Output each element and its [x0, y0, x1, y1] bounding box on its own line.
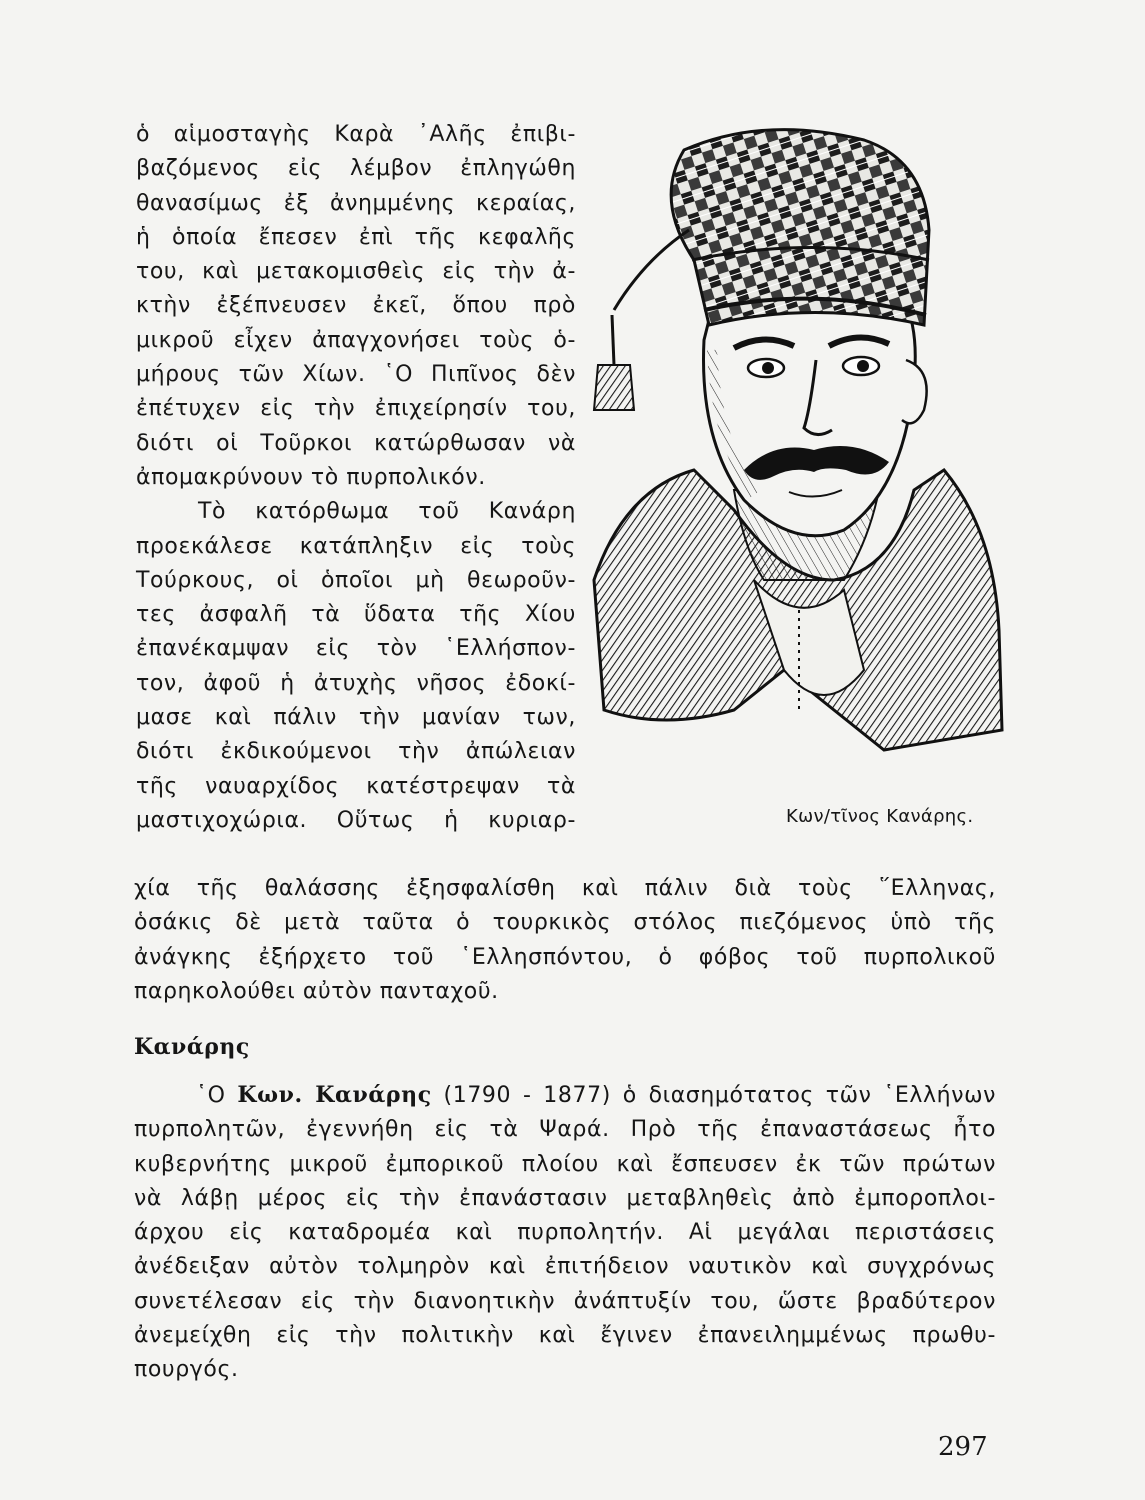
text-line: διότι οἱ Τοῦρκοι κατώρθωσαν νὰ — [136, 430, 576, 456]
text-line: διότι ἐκδικούμενοι τὴν ἀπώλειαν — [136, 739, 576, 765]
text-line: συνετέλεσαν εἰς τὴν διανοητικὴν ἀνάπτυξίν του, ὥστε βραδύτερον — [134, 1288, 996, 1314]
text-line: θανασίμως ἐξ ἀνημμένης κεραίας, — [136, 190, 576, 216]
full-width-text — [134, 872, 996, 1009]
text-line: ἡ ὁποία ἔπεσεν ἐπὶ τῆς κεφαλῆς — [136, 224, 576, 250]
text-line: τον, ἀφοῦ ἡ ἀτυχὴς νῆσος ἐδοκί- — [136, 670, 576, 696]
text-line: ἀνεμείχθη εἰς τὴν πολιτικὴν καὶ ἔγινεν ἐπανειλημμένως πρωθυ- — [134, 1323, 996, 1349]
text-line: μασε καὶ πάλιν τὴν μανίαν των, — [136, 705, 576, 731]
paragraph-start-line: Τὸ κατόρθωμα τοῦ Κανάρη — [198, 499, 576, 525]
left-column-text — [136, 118, 576, 838]
portrait-illustration — [584, 110, 1004, 800]
portrait-caption: Κων/τῖνος Κανάρης. — [786, 806, 974, 827]
text-line: πυρπολητῶν, ἐγεννήθη εἰς τὰ Ψαρά. Πρὸ τῆς ἐπαναστάσεως ἦτο — [134, 1117, 996, 1143]
text-line: ὁ αἱμοσταγὴς Καρὰ ᾿Αλῆς ἐπιβι- — [136, 122, 576, 147]
text-line: ἐπέτυχεν εἰς τὴν ἐπιχείρησίν του, — [136, 396, 576, 422]
text-line: ὁσάκις δὲ μετὰ ταῦτα ὁ τουρκικὸς στόλος πιεζόμενος ὑπὸ τῆς — [134, 910, 996, 936]
text-line: βαζόμενος εἰς λέμβον ἐπληγώθη — [136, 156, 576, 182]
article-word: ῾Ο — [196, 1083, 226, 1108]
text-line: Τούρκους, οἱ ὁποῖοι μὴ θεωροῦν- — [136, 567, 576, 593]
biography-paragraph — [134, 1078, 996, 1388]
text-line: μαστιχοχώρια. Οὕτως ἡ κυριαρ- — [136, 807, 576, 833]
text-line: ἀνέδειξαν αὐτὸν τολμηρὸν καὶ ἐπιτήδειον ναυτικὸν καὶ συγχρόνως — [134, 1254, 996, 1280]
text-line: πουργός. — [134, 1357, 239, 1383]
person-name: Κων. Κανάρης — [237, 1082, 432, 1108]
section-heading: Κανάρης — [134, 1034, 250, 1060]
text-line: χία τῆς θαλάσσης ἐξησφαλίσθη καὶ πάλιν διὰ τοὺς ῞Ελληνας, — [134, 876, 996, 901]
text-line: ἀνάγκης ἐξήρχετο τοῦ ῾Ελλησπόντου, ὁ φόβος τοῦ πυρπολικοῦ — [134, 944, 996, 970]
text-line: άρχου εἰς καταδρομέα καὶ πυρπολητήν. Αἱ μεγάλαι περιστάσεις — [134, 1220, 996, 1246]
text-line: μήρους τῶν Χίων. ῾Ο Πιπῖνος δὲν — [136, 362, 576, 388]
text-line: τῆς ναυαρχίδος κατέστρεψαν τὰ — [136, 773, 576, 799]
text-line: του, καὶ μετακομισθεὶς εἰς τὴν ἀ- — [136, 259, 576, 285]
text-line: κτὴν ἐξέπνευσεν ἐκεῖ, ὅπου πρὸ — [136, 293, 576, 319]
paragraph-start-line — [134, 1078, 996, 1113]
text-line: νὰ λάβῃ μέρος εἰς τὴν ἐπανάστασιν μεταβληθεὶς ἀπὸ ἐμποροπλοι- — [134, 1185, 996, 1211]
text-line: τες ἀσφαλῆ τὰ ὕδατα τῆς Χίου — [136, 602, 576, 628]
text-line: ἐπανέκαμψαν εἰς τὸν ῾Ελλήσπον- — [136, 636, 576, 662]
text-line: ἀπομακρύνουν τὸ πυρπολικόν. — [136, 464, 486, 490]
text-line: παρηκολούθει αὐτὸν πανταχοῦ. — [134, 978, 499, 1004]
text-line: προεκάλεσε κατάπληξιν εἰς τοὺς — [136, 533, 576, 559]
page-number: 297 — [938, 1432, 988, 1462]
text-fragment: (1790 - 1877) ὁ διασημότατος τῶν ῾Ελλήνων — [443, 1083, 996, 1108]
text-line: κυβερνήτης μικροῦ ἐμπορικοῦ πλοίου καὶ ἔσπευσεν ἐκ τῶν πρώτων — [134, 1151, 996, 1177]
text-line: μικροῦ εἶχεν ἀπαγχονήσει τοὺς ὁ- — [136, 327, 576, 353]
